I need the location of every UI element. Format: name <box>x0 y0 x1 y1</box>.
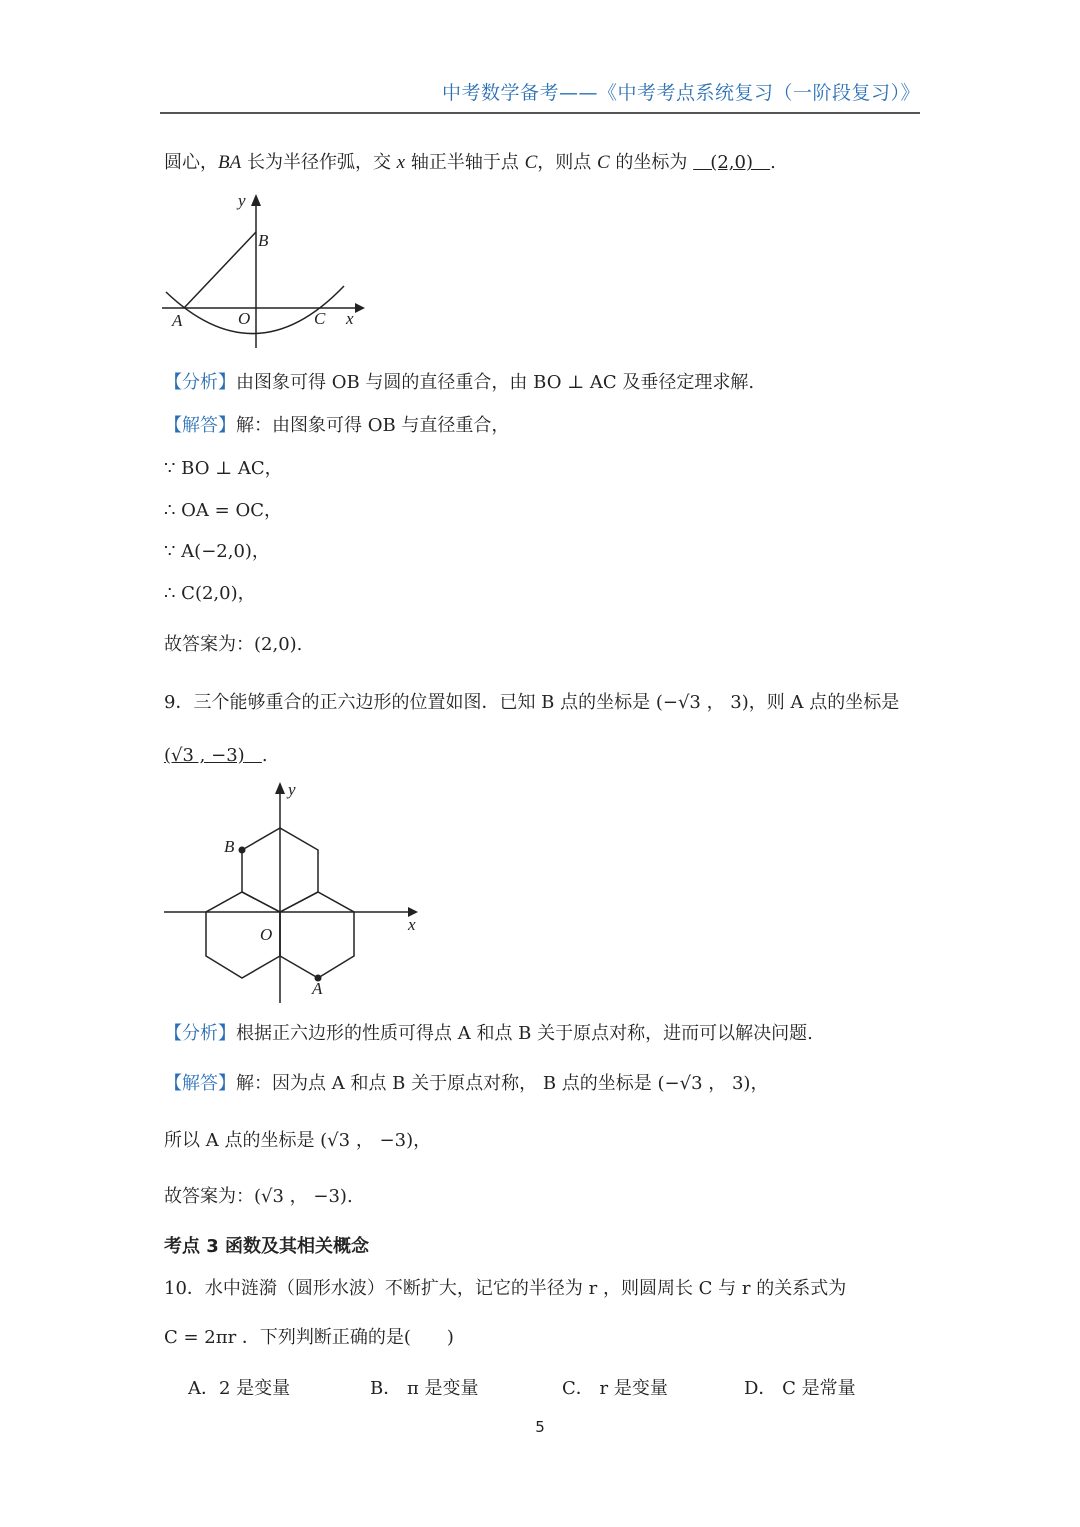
x-axis-arrow-icon <box>355 303 365 313</box>
label-b: B <box>258 231 269 250</box>
q8-step: ∵ A(−2,0)， <box>164 541 270 562</box>
label-a: A <box>172 311 183 330</box>
q10-stem: 10．水中涟漪（圆形水波）不断扩大，记它的半径为 r ，则圆周长 C 与 r 的关系式为 <box>164 1278 847 1299</box>
q8-text: 圆心， <box>164 152 218 173</box>
q8-text: . <box>770 152 776 173</box>
choice-a[interactable]: A．2 是变量 <box>188 1378 291 1399</box>
label-x: x <box>408 915 416 934</box>
hexagon-right <box>280 892 354 978</box>
analysis-tag: 【分析】 <box>164 1023 236 1044</box>
q8-solution <box>164 411 509 437</box>
q8-step: ∵ BO ⊥ AC， <box>164 458 283 479</box>
point-b <box>239 847 246 854</box>
choice-c[interactable]: C． r 是变量 <box>562 1378 668 1399</box>
label-o: O <box>260 925 273 944</box>
q8-stem-line <box>164 148 776 174</box>
solution-text: 解：由图象可得 OB 与直径重合， <box>236 415 510 436</box>
q9-solution <box>164 1069 768 1095</box>
q8-step: ∴ OA = OC， <box>164 500 282 521</box>
solution-text: 解：因为点 A 和点 B 关于原点对称， B 点的坐标是 (−√3 ， 3)， <box>236 1073 769 1094</box>
q10-stem-2: C = 2πr ．下列判断正确的是( ) <box>164 1327 454 1348</box>
q9-figure <box>160 778 430 1008</box>
label-x: x <box>346 309 354 328</box>
label-a: A <box>312 979 323 998</box>
q8-text: ，则点 <box>537 152 597 173</box>
solution-tag: 【解答】 <box>164 1073 236 1094</box>
solution-tag: 【解答】 <box>164 415 236 436</box>
q8-text: 长为半径作弧，交 <box>241 152 397 173</box>
q8-final: 故答案为：(2,0). <box>164 634 303 655</box>
q8-step: ∴ C(2,0)， <box>164 583 256 604</box>
q8-var: C <box>524 152 538 173</box>
q9-final: 故答案为：(√3 ， −3). <box>164 1186 353 1207</box>
label-c: C <box>314 309 326 328</box>
section-title: 考点 3 函数及其相关概念 <box>164 1236 370 1257</box>
q8-var: C <box>596 152 610 173</box>
q8-text: 的坐标为 <box>609 152 694 173</box>
y-axis-arrow-icon <box>275 782 285 794</box>
page-number: 5 <box>535 1418 545 1436</box>
choice-b[interactable]: B． π 是变量 <box>370 1378 479 1399</box>
q9-answer-line <box>164 745 268 766</box>
q9-step: 所以 A 点的坐标是 (√3 ， −3)， <box>164 1130 432 1151</box>
label-y: y <box>288 780 296 799</box>
label-b: B <box>224 837 235 856</box>
y-axis-arrow-icon <box>251 194 261 206</box>
q9-stem: 9．三个能够重合的正六边形的位置如图．已知 B 点的坐标是 (−√3 ， 3)，则 A 点的坐标是 <box>164 692 900 713</box>
label-o: O <box>238 309 251 328</box>
q8-var: x <box>396 152 406 173</box>
analysis-text: 由图象可得 OB 与圆的直径重合，由 BO ⊥ AC 及垂径定理求解. <box>236 372 755 393</box>
page-header <box>160 78 920 114</box>
q8-figure <box>160 188 370 353</box>
analysis-text: 根据正六边形的性质可得点 A 和点 B 关于原点对称，进而可以解决问题. <box>236 1023 813 1044</box>
choice-d[interactable]: D． C 是常量 <box>744 1378 856 1399</box>
analysis-tag: 【分析】 <box>164 372 236 393</box>
q8-answer: (2,0) <box>710 152 753 173</box>
q8-analysis <box>164 368 754 394</box>
q8-var: BA <box>218 152 242 173</box>
q9-analysis <box>164 1019 813 1045</box>
q9-answer: (√3 , −3) <box>164 745 245 766</box>
q8-text: 轴正半轴于点 <box>405 152 525 173</box>
segment-ab <box>184 232 256 308</box>
label-y: y <box>238 191 246 210</box>
q9-answer-end: . <box>261 745 268 766</box>
header-title: 中考数学备考——《中考考点系统复习（一阶段复习）》 <box>441 82 920 104</box>
